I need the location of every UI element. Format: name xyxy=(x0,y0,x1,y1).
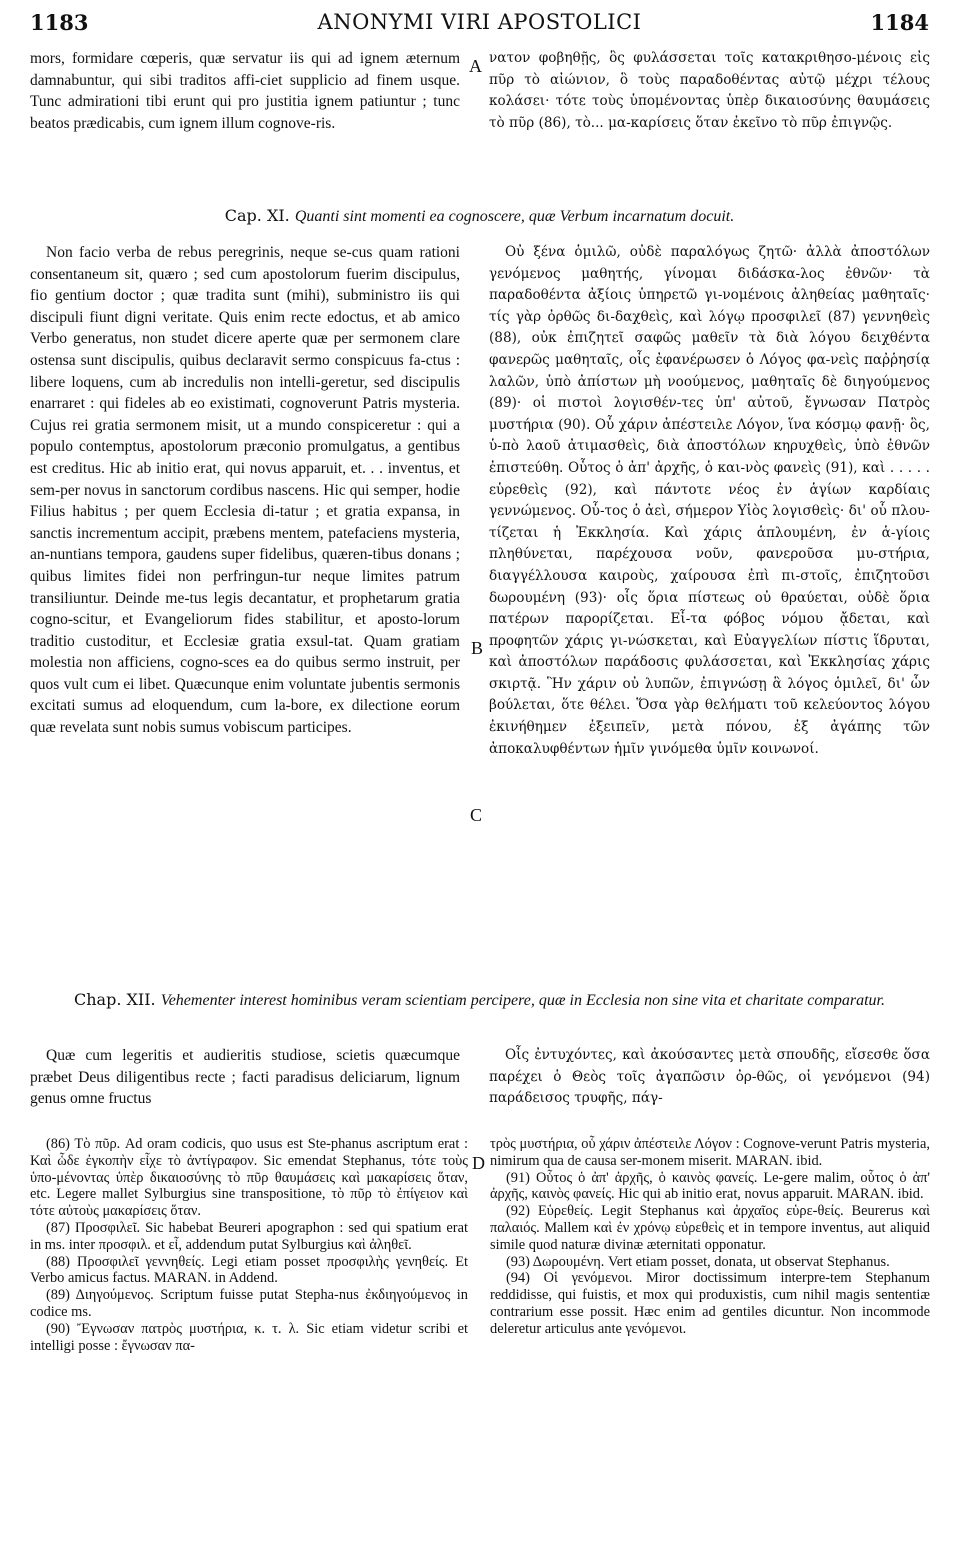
footnote-92: (92) Εὑρεθείς. Legit Stephanus καὶ ἀρχαῖος εὑρε-θείς. Beurerus καὶ παλαιός. Mallem καὶ ἐν χρόνῳ εὑρεθεὶς et in tempore inventus, aut aliquid simile quod naturæ divinæ æternitati opponatur. xyxy=(490,1203,930,1253)
footnote-89: (89) Διηγούμενος. Scriptum fuisse putat Stepha-nus ἐκδιηγούμενος in codice ms. xyxy=(30,1287,468,1320)
footnote-90-continued: τρὸς μυστήρια, οὗ χάριν ἀπέστειλε Λόγον : Cognove-verunt Patris mysteria, nimirum qua de causa ser-monem miserit. MARAN. ibid. xyxy=(490,1136,930,1169)
chapter-12-label: Chap. XII. xyxy=(73,990,156,1009)
footnote-91: (91) Οὗτος ὁ ἀπ' ἀρχῆς, ὁ καινὸς φανείς. Le-gere malim, οὗτος ὁ ἀπ' ἀρχῆς, καινὸς φανείς. Hic qui ab initio erat, novus apparuit. MARAN. ibid. xyxy=(490,1169,930,1203)
margin-letter-d: D xyxy=(472,1153,485,1173)
footnote-94: (94) Οἱ γενόμενοι. Miror doctissimum interpre-tem Stephanum reddidisse, qui fuistis, et mox qui produxistis, cum nihil magis sententiæ contrarium esse possit. Hæc enim ad gentiles dicuntur. Non incommode deleretur articulus ante γενόμενοι. xyxy=(490,1270,930,1337)
margin-letter-b: B xyxy=(471,638,484,658)
running-title: ANONYMI VIRI APOSTOLICI xyxy=(317,10,642,34)
top-latin-paragraph: mors, formidare cœperis, quæ servatur iis qui ad ignem æternum damnabuntur, qui sibi traditos affi-ciet supplicio ad finem usque. Tunc admirationi tibi erunt qui pro justitia ignem patiuntur ; tunc beatos prædicabis, cum ignem illum cognove-ris. xyxy=(30,50,460,132)
footnotes-right-column xyxy=(490,1136,930,1338)
top-greek-paragraph: νατον φοβηθῇς, ὃς φυλάσσεται τοῖς κατακριθησο-μένοις εἰς πῦρ τὸ αἰώνιον, ὃ τοὺς παραδοθέντας αὐτῷ μέχρι τέλους κολάσει· τότε τοὺς ὑπομένοντας ὑπὲρ δικαιοσύνης θαυμάσεις τὸ πῦρ (86), τὸ... μα-καρίσεις ὅταν ἐκεῖνο τὸ πῦρ ἐπιγνῷς. xyxy=(489,50,930,131)
footnotes-left-column xyxy=(30,1136,468,1354)
footnote-86: (86) Τὸ πῦρ. Ad oram codicis, quo usus est Ste-phanus ascriptum erat : Καὶ ὧδε ἐγκοπὴν εἶχε τὸ ἀντίγραφον. Sic emendat Stephanus, τότε τοὺς ὑπο-μένοντας ὑπὲρ δικαιοσύνης τὸ πῦρ θαυμάσεις καὶ μακαρίσεις ὅταν, etc. Legere mallet Sylburgius sine transpositione, τὸ πῦρ τὸ ἐπίγειον καὶ τότε αὐτοὺς μακαρίσεις ὅταν. xyxy=(30,1136,468,1220)
footnote-90: (90) Ἔγνωσαν πατρὸς μυστήρια, κ. τ. λ. Sic etiam videtur scribi et intelligi posse : ἔγνωσαν πα- xyxy=(30,1320,468,1354)
margin-letter-a: A xyxy=(469,56,482,76)
chapter-12-greek-text: Οἷς ἐντυχόντες, καὶ ἀκούσαντες μετὰ σπουδῆς, εἴσεσθε ὅσα παρέχει ὁ Θεὸς τοῖς ἀγαπῶσιν ὀρ-θῶς, οἱ γενόμενοι (94) παράδεισος τρυφῆς, πάγ- xyxy=(489,1047,930,1107)
margin-letter-c: C xyxy=(470,805,483,825)
left-page-number: 1183 xyxy=(30,10,89,35)
chapter-11-label: Cap. XI. xyxy=(224,206,290,225)
chapter-11-heading xyxy=(30,206,929,226)
chapter-11-title: Quanti sint momenti ea cognoscere, quæ Verbum incarnatum docuit. xyxy=(294,208,735,225)
right-page-number: 1184 xyxy=(870,10,929,35)
footnote-88: (88) Προσφιλεῖ γεννηθείς. Legi etiam posset προσφιλὴς γενηθείς. Et Verbo amicus factus. MARAN. in Addend. xyxy=(30,1253,468,1287)
chapter-11-latin-text: Non facio verba de rebus peregrinis, neque se-cus quam rationi consentaneum sit, quæro ; sed cum apostolorum fuerim discipulus, fio gentium doctor ; quæ tradita sunt (mihi), subministro iis qui discipuli fiunt digni veritate. Quis enim recte edoctus, et ab amico Verbo generatus, non studet dicere aperte quæ per sermonem clare ostensa sunt discipulis, quibus declaravit sermo conspicuus fa-ctus : libere loquens, cum ab incredulis non intelli-geretur, sed discipulis enarraret : qui fideles ab eo existimati, cognoverunt Patris mysteria. Cujus rei gratia sermonem misit, ut a mundo conspiceretur : qui a populo contemptus, apostolorum præconio promulgatus, a gentibus est creditus. Hic ab initio erat, qui novus apparuit, et. . . inventus, et sem-per novus in sanctorum cordibus nascens. Hic qui semper, hodie Filius habitus ; per quem Ecclesia di-tatur ; et gratia expansa, in sanctis incrementum accipit, præbens mentem, patefaciens mysteria, an-nuntians tempora, gaudens super fidelibus, quæren-tibus donans ; quibus limites fidei non perfringun-tur neque limites patrum transiliuntur. Deinde me-tus legis decantatur, et prophetarum gratia cogno-scitur, et Evangeliorum fides stabilitur, et aposto-lorum traditio custoditur, et Ecclesiæ gratia exsul-tat. Quam gratiam molestia non afficiens, cogno-sces ea do quibus sermo instruit, per quos vult cum ei libet. Quæcunque enim voluntate jubentis sermonis excitati sumus ad eloquendum, cum la-bore, ex dilectione eorum quæ revelata sunt nobis sumus vobiscum participes. xyxy=(30,244,460,737)
chapter-12-latin-text: Quæ cum legeritis et audieritis studiose, scietis quæcumque præbet Deus diligentibus recte ; facti paradisus deliciarum, lignum genus omne fructus xyxy=(30,1047,460,1108)
footnote-87: (87) Προσφιλεῖ. Sic habebat Beureri apographon : sed qui spatium erat in ms. inter προσφιλ. et εἶ, addendum putat Sylburgius καὶ ἀληθεῖ. xyxy=(30,1219,468,1253)
chapter-11-greek-text: Οὐ ξένα ὁμιλῶ, οὐδὲ παραλόγως ζητῶ· ἀλλὰ ἀποστόλων γενόμενος μαθητής, γίνομαι διδάσκα-λος ἐθνῶν· τὰ παραδοθέντα ἀξίοις ὑπηρετῶ γι-νομένοις ἀληθείας μαθηταῖς· τίς γὰρ ὀρθῶς δι-δαχθεὶς, καὶ λόγῳ προσφιλεῖ (87) γεννηθεὶς (88), οὐκ ἐπιζητεῖ σαφῶς μαθεῖν τὰ διὰ λόγου δειχθέντα φανερῶς μαθηταῖς, οἷς ἐφανέρωσεν ὁ Λόγος φα-νεὶς παῤῥησίᾳ λαλῶν, ὑπὸ ἀπίστων μὴ νοούμενος, μαθηταῖς δὲ διηγούμενος (89)· οἱ πιστοὶ λογισθέν-τες ὑπ' αὐτοῦ, ἔγνωσαν Πατρὸς μυστήρια (90). Οὗ χάριν ἀπέστειλε Λόγον, ἵνα κόσμῳ φανῇ· ὃς, ὑ-πὸ λαοῦ ἀτιμασθεὶς, διὰ ἀποστόλων κηρυχθεὶς, ὑπὸ ἐθνῶν ἐπιστεύθη. Οὗτος ὁ ἀπ' ἀρχῆς, ὁ και-νὸς φανεὶς (91), καὶ . . . . . εὑρεθεὶς (92), καὶ πάντοτε νέος ἐν ἁγίων καρδίαις γεννώμενος. Οὗ-τος ὁ ἀεὶ, σήμερον Υἱὸς λογισθεὶς· δι' οὗ πλου-τίζεται ἡ Ἐκκλησία. Καὶ χάρις ἁπλουμένη, ἐν ἁ-γίοις πληθύνεται, παρέχουσα νοῦν, φανεροῦσα μυ-στήρια, διαγγέλλουσα καιροὺς, χαίρουσα ἐπὶ πι-στοῖς, ἐπιζητοῦσι δωρουμένη (93)· οἷς ὅρια πίστεως οὐ θραύεται, οὐδὲ ὅρια πατέρων παρορίζεται. Εἶ-τα φόβος νόμου ᾄδεται, καὶ προφητῶν χάρις γι-νώσκεται, καὶ Εὐαγγελίων πίστις ἵδρυται, καὶ ἀποστόλων παράδοσις φυλάσσεται, καὶ Ἐκκλησίας χάρις σκιρτᾷ. Ἣν χάριν οὐ λυπῶν, ἐπιγνώσῃ ἃ λόγος ὁμιλεῖ, δι' ὧν βούλεται, ὅτε θέλει. Ὅσα γὰρ θελήματι τοῦ κελεύοντος λόγου ἐκινήθημεν ἐξειπεῖν, μετὰ πόνου, ἐξ ἀγάπης τῶν ἀποκαλυφθέντων ἡμῖν γινόμεθα ὑμῖν κοινωνοί. xyxy=(489,244,930,757)
chapter-12-heading xyxy=(30,990,929,1010)
footnote-93: (93) Δωρουμένη. Vert etiam posset, donata, ut observat Stephanus. xyxy=(506,1253,890,1270)
chapter-12-title: Vehementer interest hominibus veram scientiam percipere, quæ in Ecclesia non sine vita et charitate comparatur. xyxy=(160,992,885,1009)
running-header xyxy=(30,10,929,40)
